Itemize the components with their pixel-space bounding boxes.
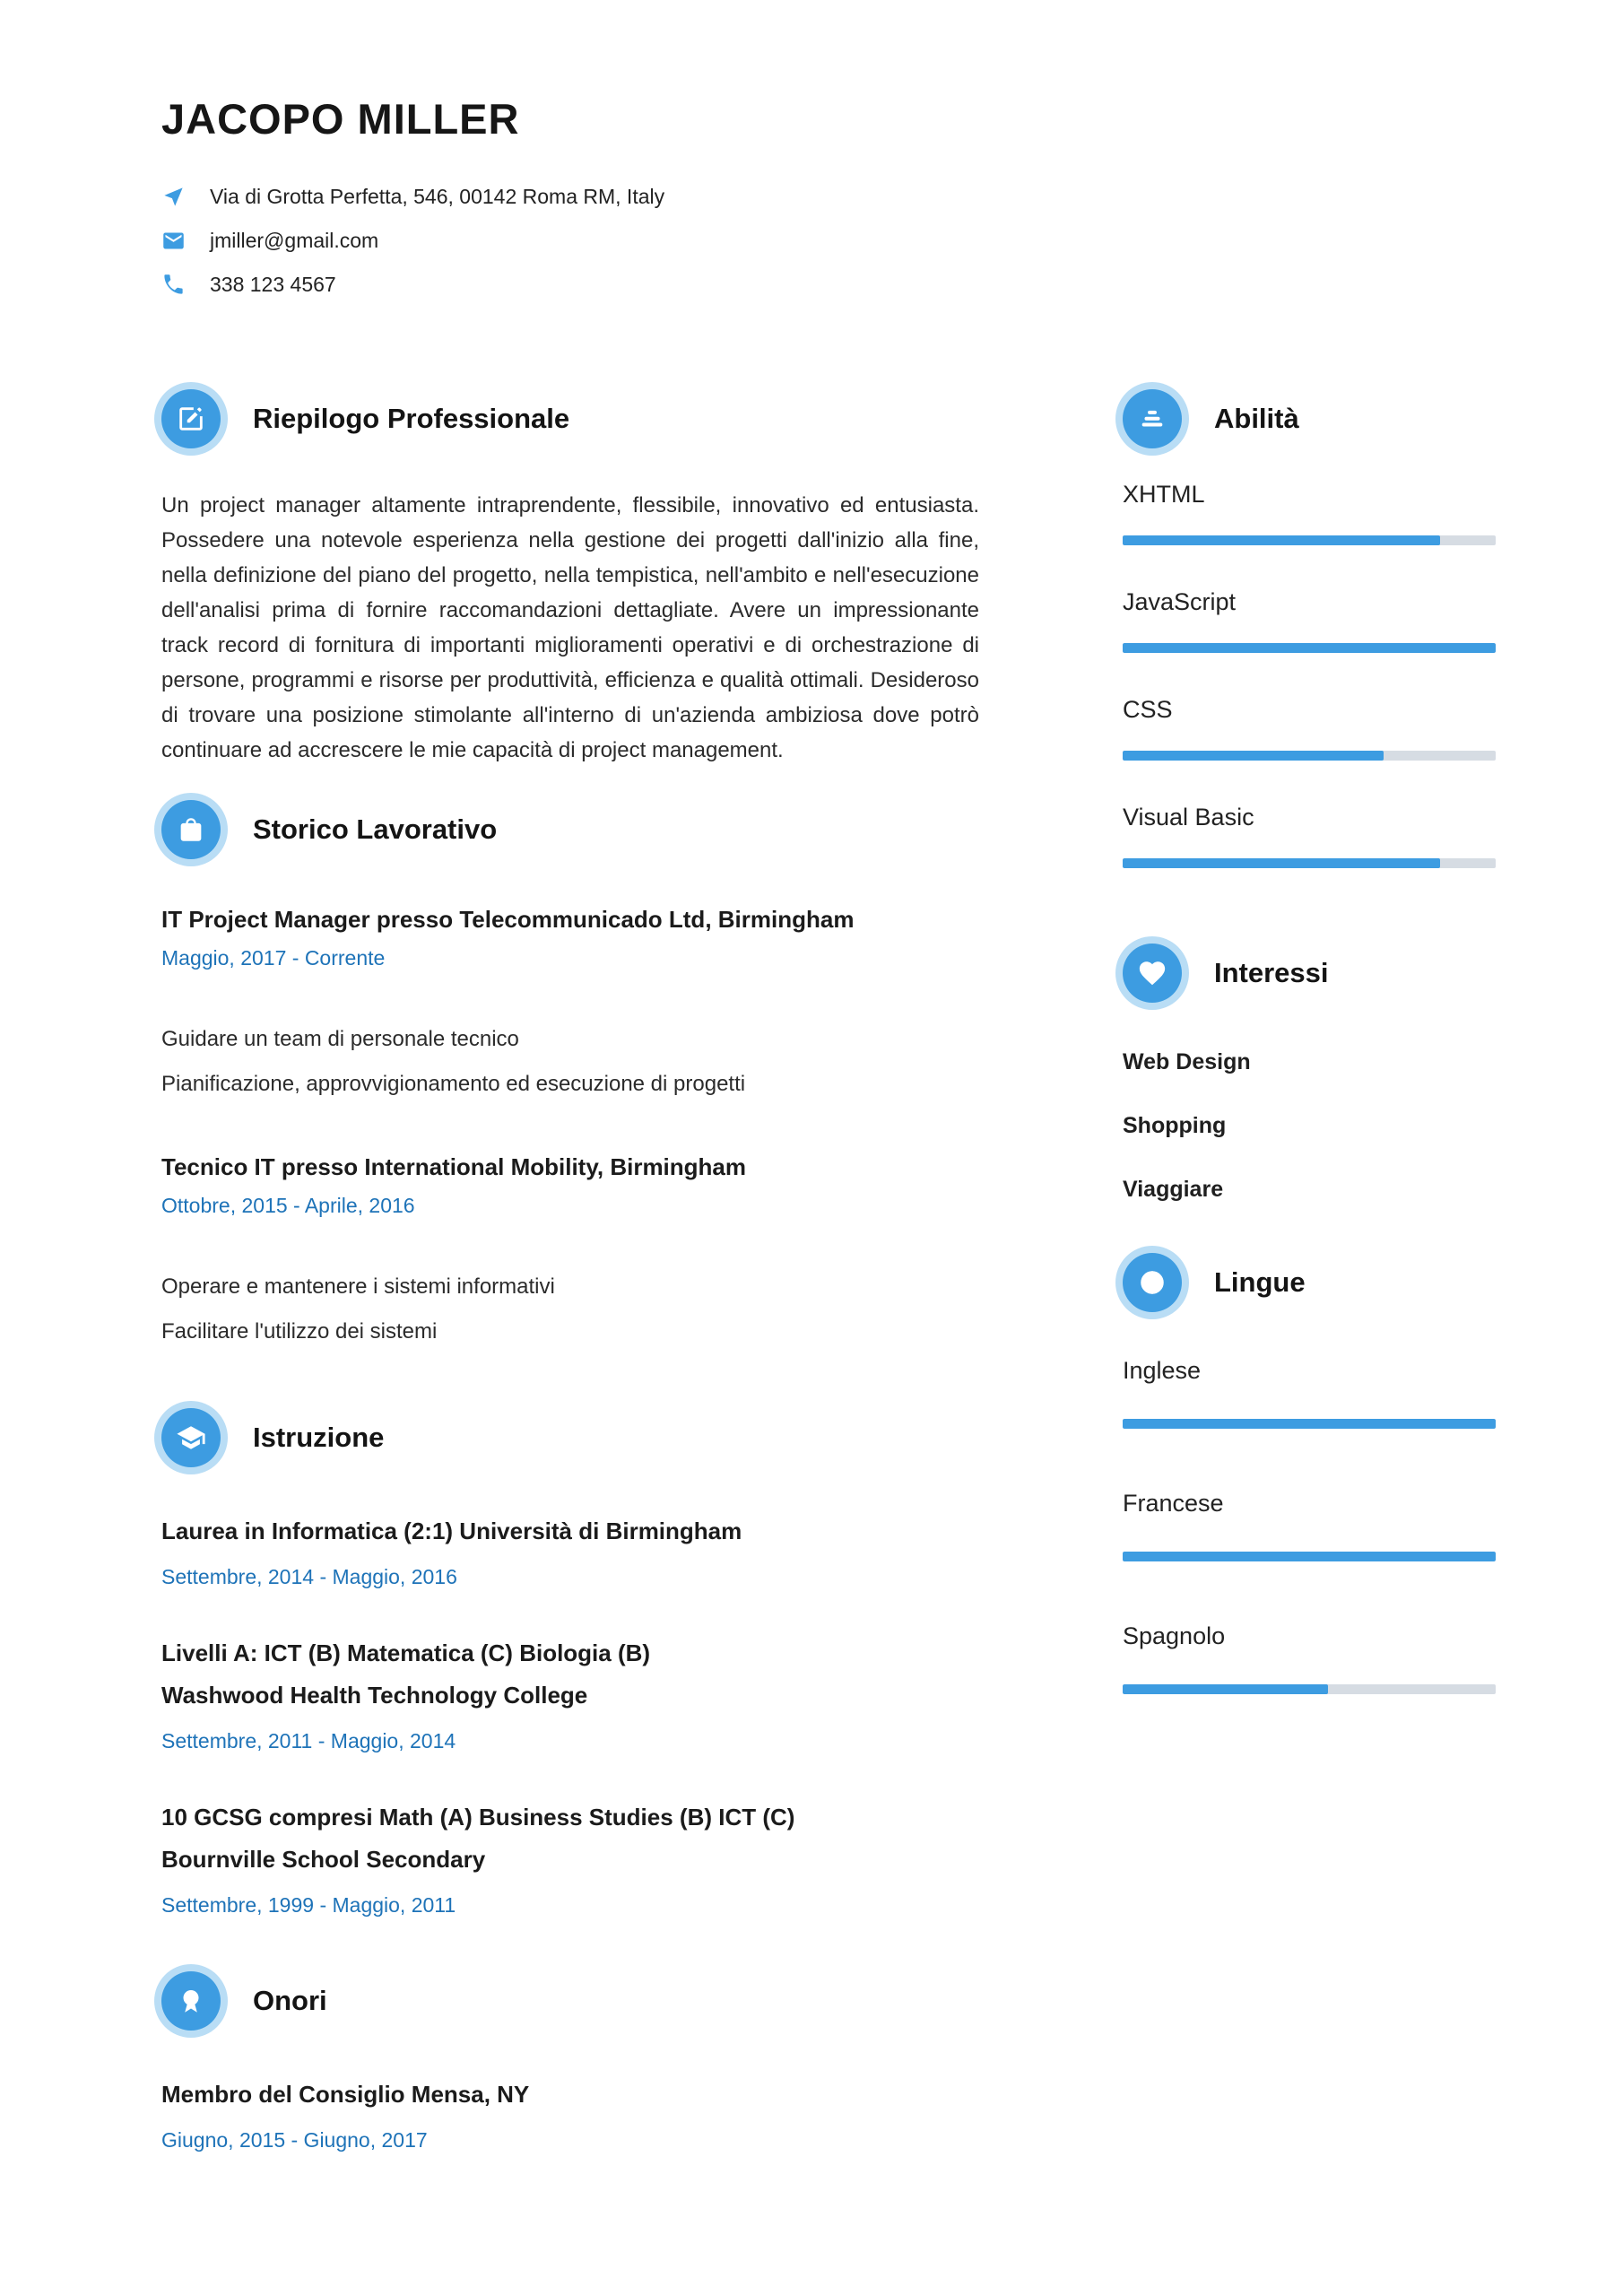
skill-label: XHTML	[1123, 481, 1205, 508]
skill-item	[1123, 696, 1496, 761]
skill-item	[1123, 804, 1496, 868]
language-progress-track	[1123, 1552, 1496, 1561]
work-section	[161, 800, 979, 1354]
skill-label: Visual Basic	[1123, 804, 1254, 831]
skill-label: JavaScript	[1123, 588, 1237, 615]
heart-icon	[1123, 944, 1182, 1003]
language-item	[1123, 1622, 1496, 1694]
skill-progress-track	[1123, 643, 1496, 653]
language-label: Inglese	[1123, 1357, 1202, 1384]
education-entry	[161, 1632, 979, 1753]
graduation-cap-icon	[161, 1408, 221, 1467]
job-dates: Maggio, 2017 - Corrente	[161, 946, 386, 970]
honors-section-header	[161, 1971, 979, 2031]
email-text: jmiller@gmail.com	[210, 229, 379, 252]
job-list	[161, 906, 979, 1354]
education-entry	[161, 1796, 979, 1918]
globe-icon	[1123, 1253, 1182, 1312]
contact-email	[161, 229, 1496, 253]
skill-progress-track	[1123, 858, 1496, 868]
interests-section-header	[1123, 944, 1496, 1003]
languages-section-header	[1123, 1253, 1496, 1312]
education-entry-dates: Settembre, 2011 - Maggio, 2014	[161, 1729, 456, 1752]
education-section	[161, 1408, 979, 1918]
honors-section	[161, 1971, 979, 2152]
education-entry-title: 10 GCSG compresi Math (A) Business Studies (B) ICT (C) Bournville School Secondary	[161, 1804, 795, 1873]
person-name: JACOPO MILLER	[161, 95, 520, 143]
skill-list	[1123, 481, 1496, 868]
skill-item	[1123, 481, 1496, 545]
skills-title: Abilità	[1214, 403, 1299, 434]
skills-section	[1123, 389, 1496, 868]
language-item	[1123, 1490, 1496, 1561]
header	[161, 94, 1496, 297]
education-entry-title: Laurea in Informatica (2:1) Università di Birmingham	[161, 1518, 742, 1544]
language-label: Spagnolo	[1123, 1622, 1226, 1649]
job-duties: Guidare un team di personale tecnico Pianificazione, approvvigionamento ed esecuzione di progetti	[161, 1027, 746, 1096]
education-list	[161, 1510, 979, 1918]
phone-icon	[161, 273, 186, 297]
skill-progress-fill	[1123, 858, 1440, 868]
interest-item: Web Design	[1123, 1049, 1251, 1074]
address-text: Via di Grotta Perfetta, 546, 00142 Roma RM, Italy	[210, 185, 665, 208]
interests-title: Interessi	[1214, 957, 1329, 988]
language-list	[1123, 1357, 1496, 1694]
job-entry	[161, 1153, 979, 1354]
award-icon	[161, 1971, 221, 2031]
honor-entry	[161, 2074, 979, 2152]
briefcase-icon	[161, 800, 221, 859]
language-progress-track	[1123, 1684, 1496, 1694]
contact-phone	[161, 273, 1496, 297]
job-duties: Operare e mantenere i sistemi informativi Facilitare l'utilizzo dei sistemi	[161, 1274, 555, 1344]
skill-progress-track	[1123, 535, 1496, 545]
honor-entry-dates: Giugno, 2015 - Giugno, 2017	[161, 2128, 428, 2152]
content-columns	[161, 389, 1496, 2152]
main-column	[161, 389, 979, 2152]
honors-title: Onori	[253, 1985, 327, 2016]
education-entry-dates: Settembre, 2014 - Maggio, 2016	[161, 1565, 457, 1588]
language-progress-fill	[1123, 1684, 1328, 1694]
skill-progress-fill	[1123, 535, 1440, 545]
contact-address	[161, 185, 1496, 209]
education-section-header	[161, 1408, 979, 1467]
phone-text: 338 123 4567	[210, 273, 336, 296]
location-icon	[161, 185, 186, 209]
education-entry-title: Livelli A: ICT (B) Matematica (C) Biologia (B) Washwood Health Technology College	[161, 1639, 651, 1709]
contact-list	[161, 185, 1496, 297]
summary-text: Un project manager altamente intraprendente, flessibile, innovativo ed entusiasta. Possedere una notevole esperienza nella gestione dei progetti dall'inizio alla fine, nella definizione del piano del progetto, nella tempistica, nell'ambito e nell'esecuzione dell'analisi prima di fornire raccomandazioni dettagliate. Avere un impressionante track record di fornitura di importanti miglioramenti operativi e di orchestrazione di persone, programmi e risorse per produttività, efficienza e qualità ottimali. Desideroso di trovare una posizione stimolante all'interno di un'azienda ambiziosa dove potrò continuare ad accrescere le mie capacità di project management.	[161, 493, 979, 762]
job-entry	[161, 906, 979, 1107]
skill-progress-fill	[1123, 643, 1496, 653]
interests-section	[1123, 944, 1496, 1203]
language-item	[1123, 1357, 1496, 1429]
language-progress-fill	[1123, 1419, 1496, 1429]
email-icon	[161, 229, 186, 253]
language-progress-fill	[1123, 1552, 1496, 1561]
skill-progress-track	[1123, 751, 1496, 761]
language-label: Francese	[1123, 1490, 1224, 1517]
honor-entry-title: Membro del Consiglio Mensa, NY	[161, 2081, 530, 2108]
skill-progress-fill	[1123, 751, 1384, 761]
interest-item: Viaggiare	[1123, 1177, 1224, 1202]
skill-item	[1123, 588, 1496, 653]
sidebar-column	[1123, 389, 1496, 2152]
interest-list	[1123, 1049, 1496, 1203]
education-title: Istruzione	[253, 1422, 385, 1453]
skills-icon	[1123, 389, 1182, 448]
languages-title: Lingue	[1214, 1266, 1306, 1298]
honors-list	[161, 2074, 979, 2152]
work-section-header	[161, 800, 979, 859]
job-dates: Ottobre, 2015 - Aprile, 2016	[161, 1194, 415, 1217]
skills-section-header	[1123, 389, 1496, 448]
edit-icon	[161, 389, 221, 448]
education-entry-dates: Settembre, 1999 - Maggio, 2011	[161, 1893, 456, 1917]
summary-title: Riepilogo Professionale	[253, 403, 570, 434]
summary-section-header	[161, 389, 979, 448]
job-title: Tecnico IT presso International Mobility, Birmingham	[161, 1153, 747, 1180]
work-title: Storico Lavorativo	[253, 813, 498, 845]
languages-section	[1123, 1253, 1496, 1694]
interest-item: Shopping	[1123, 1113, 1227, 1138]
language-progress-track	[1123, 1419, 1496, 1429]
skill-label: CSS	[1123, 696, 1173, 723]
job-title: IT Project Manager presso Telecommunicado Ltd, Birmingham	[161, 906, 855, 933]
summary-section	[161, 389, 979, 768]
education-entry	[161, 1510, 979, 1589]
